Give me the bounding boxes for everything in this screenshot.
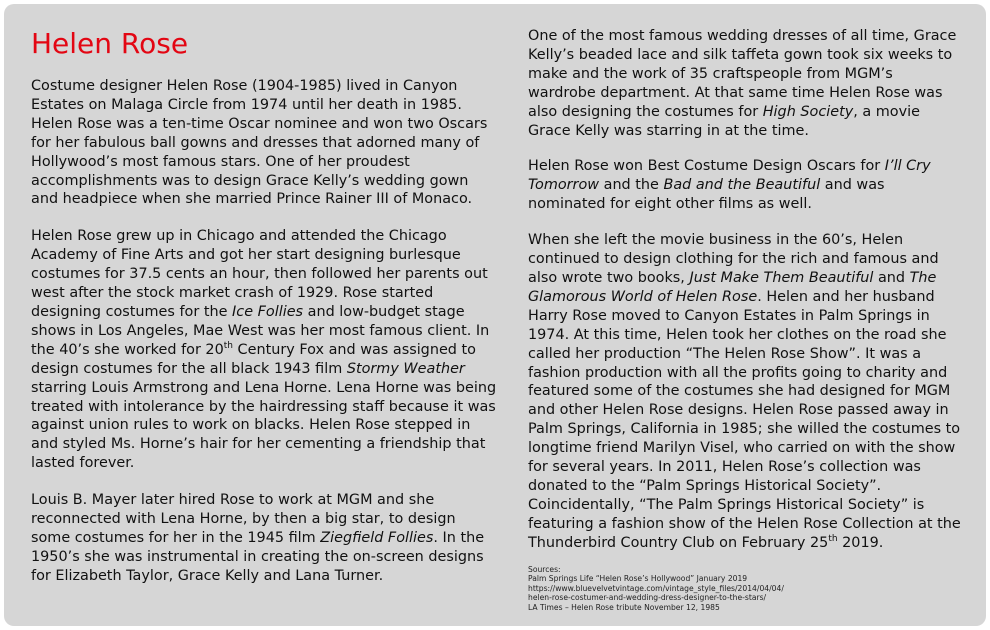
source-item: helen-rose-costumer-and-wedding-dress-designer-to-the-stars/ <box>528 593 767 603</box>
film-title: Ziegfield Follies <box>320 529 434 546</box>
right-column <box>528 27 964 613</box>
film-title: Bad and the Beautiful <box>663 177 821 194</box>
book-title: The Glamorous World of Helen Rose <box>528 269 937 305</box>
film-title: High Society <box>762 103 854 120</box>
source-item: https://www.bluevelvetvintage.com/vintage_style_files/2014/04/04/ <box>528 583 784 593</box>
oscars-paragraph: Helen Rose won Best Costume Design Oscars for I’ll Cry Tomorrow and the Bad and the Beautiful and was nominated for eight other films as well. <box>528 158 931 213</box>
film-title: Stormy Weather <box>346 360 465 377</box>
sources-list <box>528 565 964 613</box>
intro-paragraph: Costume designer Helen Rose (1904-1985) lived in Canyon Estates on Malaga Circle from 1974 until her death in 1985. Helen Rose was a ten-time Oscar nominee and won two Oscars for her fabulous ball gowns and dresses that adorned many of Hollywood’s most famous stars. One of her proudest accomplishments was to design Grace Kelly’s wedding gown and headpiece when she married Prince Rainer III of Monaco. <box>31 78 488 208</box>
film-title: Ice Follies <box>232 303 304 320</box>
left-column <box>31 26 497 604</box>
book-title: Just Make Them Beautiful <box>689 269 874 286</box>
film-title: I’ll Cry Tomorrow <box>528 158 931 194</box>
sources-heading: Sources: <box>528 564 561 574</box>
mgm-paragraph: Louis B. Mayer later hired Rose to work at MGM and she reconnected with Lena Horne, by then a big star, to design some costumes for her in the 1945 film Ziegfield Follies. In the 1950’s she was instrumental in creating the on-screen designs for Elizabeth Taylor, Grace Kelly and Lana Turner. <box>31 492 485 584</box>
early-career-paragraph: Helen Rose grew up in Chicago and attended the Chicago Academy of Fine Arts and got her start designing burlesque costumes for 37.5 cents an hour, then followed her parents out west after the stock market crash of 1929. Rose started designing costumes for the Ice Follies and low-budget stage shows in Los Angeles, Mae West was her most famous client. In the 40’s she worked for 20th Century Fox and was assigned to design costumes for the all black 1943 film Stormy Weather starring Louis Armstrong and Lena Horne. Lena Horne was being treated with intolerance by the hairdressing staff because it was against union rules to work on blacks. Helen Rose stepped in and styled Ms. Horne’s hair for her cementing a friendship that lasted forever. <box>31 228 497 472</box>
source-item: Palm Springs Life “Helen Rose’s Hollywood” January 2019 <box>528 574 748 584</box>
later-life-paragraph: When she left the movie business in the 60’s, Helen continued to design clothing for the rich and famous and also wrote two books, Just Make Them Beautiful and The Glamorous World of Helen Rose. Helen and her husband Harry Rose moved to Canyon Estates in Palm Springs in 1974. At this time, Helen took her clothes on the road she called her production “The Helen Rose Show”. It was a fashion production with all the profits going to charity and featured some of the costumes she had designed for MGM and other Helen Rose designs. Helen Rose passed away in Palm Springs, California in 1985; she willed the costumes to longtime friend Marilyn Visel, who carried on with the show for several years. In 2011, Helen Rose’s collection was donated to the “Palm Springs Historical Society”. Coincidentally, “The Palm Springs Historical Society” is featuring a fashion show of the Helen Rose Collection at the Thunderbird Country Club on February 25th 2019. <box>528 232 961 551</box>
wedding-dress-paragraph: One of the most famous wedding dresses of all time, Grace Kelly’s beaded lace and silk taffeta gown took six weeks to make and the work of 35 craftspeople from MGM’s wardrobe department. At that same time Helen Rose was also designing the costumes for High Society, a movie Grace Kelly was starring in at the time. <box>528 28 957 139</box>
source-item: LA Times – Helen Rose tribute November 12, 1985 <box>528 602 720 612</box>
page-title: Helen Rose <box>31 27 189 60</box>
